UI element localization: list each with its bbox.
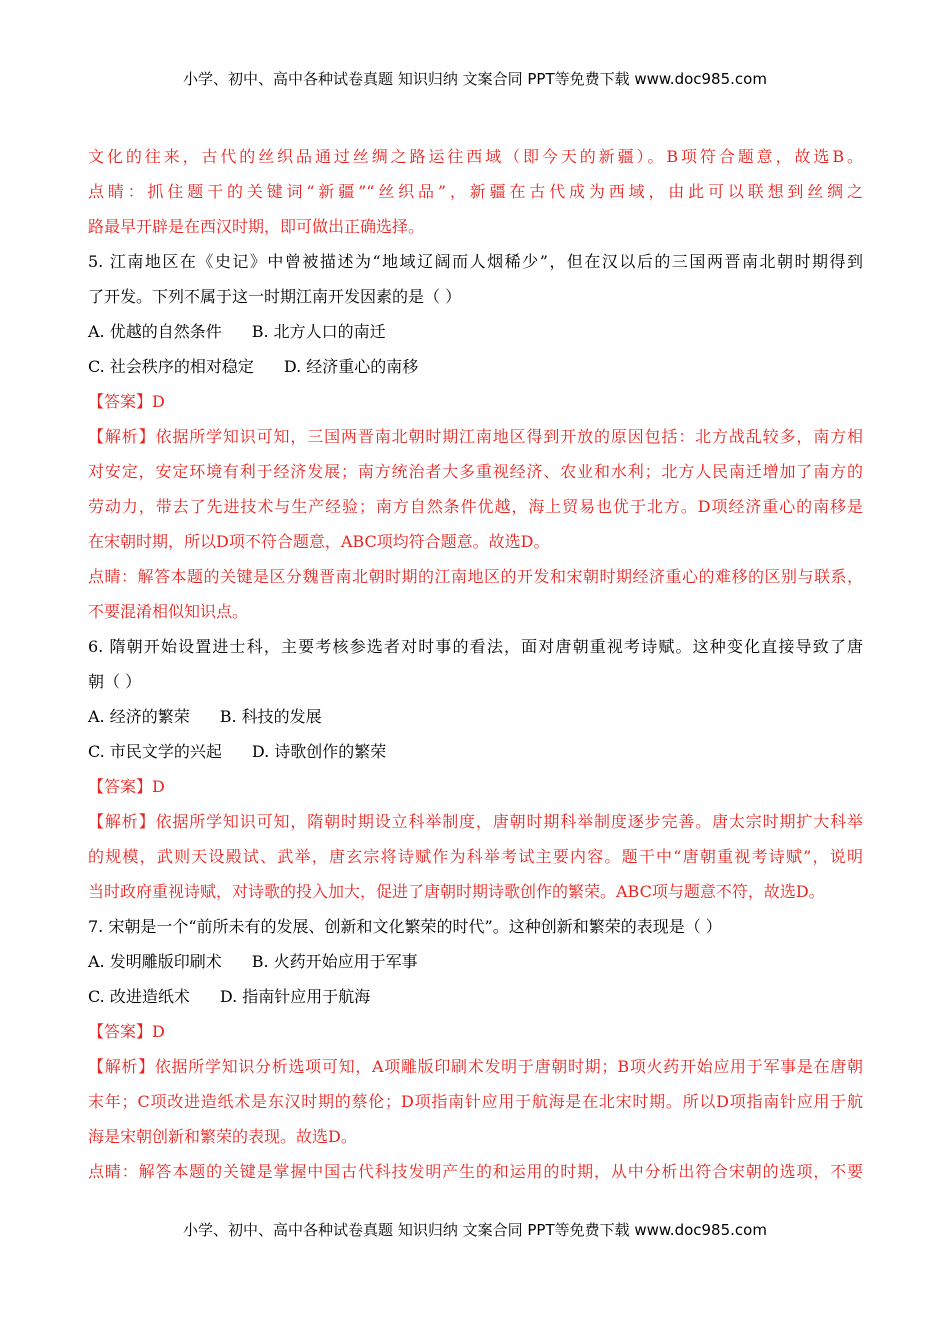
q7-option-c: C. 改进造纸术: [88, 987, 190, 1006]
q6-stem-line-1: 6. 隋朝开始设置进士科，主要考核参选者对时事的看法，面对唐朝重视考诗赋。这种变化直接导致了唐: [88, 637, 863, 656]
q5-answer-value: D: [152, 392, 165, 411]
q7-analysis-line-3: 海是宋朝创新和繁荣的表现。故选D。: [88, 1127, 357, 1146]
q5-stem-line-1: 5. 江南地区在《史记》中曾被描述为“地域辽阔而人烟稀少”，但在汉以后的三国两晋南北朝时期得到: [88, 252, 863, 271]
q7-analysis-text-1: 依据所学知识分析选项可知，A项雕版印刷术发明于唐朝时期；B项火药开始应用于军事是在唐朝: [154, 1057, 863, 1076]
q5-answer: [88, 388, 863, 423]
q7-analysis-tag: 【解析】: [88, 1057, 155, 1076]
q5-stem-line-2: 了开发。下列不属于这一时期江南开发因素的是（ ）: [88, 287, 462, 306]
document-body: [88, 143, 863, 1193]
q7-answer-value: D: [152, 1022, 165, 1041]
q7-answer: [88, 1018, 863, 1053]
q6-analysis-tag: 【解析】: [88, 812, 156, 831]
q7-stem-line-1: 7. 宋朝是一个“前所未有的发展、创新和文化繁荣的时代”。这种创新和繁荣的表现是（ ）: [88, 917, 722, 936]
q6-analysis-line-3: 当时政府重视诗赋，对诗歌的投入加大，促进了唐朝时期诗歌创作的繁荣。ABC项与题意不符，故选D。: [88, 882, 825, 901]
q7-analysis-line-2: 末年；C项改进造纸术是东汉时期的蔡伦；D项指南针应用于航海是在北宋时期。所以D项指南针应用于航: [88, 1092, 863, 1111]
q6-options-ab: [88, 703, 863, 738]
q6-option-c: C. 市民文学的兴起: [88, 742, 222, 761]
prev-dianjing-line-2: 路最早开辟是在西汉时期，即可做出正确选择。: [88, 217, 425, 236]
q7-option-b: B. 火药开始应用于军事: [251, 952, 418, 971]
q7-options-cd: [88, 983, 863, 1018]
q5-options-ab: [88, 318, 863, 353]
q6-analysis-text-1: 依据所学知识可知，隋朝时期设立科举制度，唐朝时期科举制度逐步完善。唐太宗时期扩大科举: [155, 812, 863, 831]
q5-dianjing-line-1: 点睛：解答本题的关键是区分魏晋南北朝时期的江南地区的开发和宋朝时期经济重心的难移的区别与联系，: [88, 567, 863, 586]
q7-option-a: A. 发明雕版印刷术: [88, 952, 222, 971]
q7-option-d: D. 指南针应用于航海: [219, 987, 371, 1006]
q6-option-b: B. 科技的发展: [219, 707, 322, 726]
q5-analysis-text-1: 依据所学知识可知，三国两晋南北朝时期江南地区得到开放的原因包括：北方战乱较多，南方相: [155, 427, 863, 446]
q5-option-b: B. 北方人口的南迁: [251, 322, 386, 341]
q6-stem-line-2: 朝（ ）: [88, 672, 142, 691]
q7-answer-tag: 【答案】: [88, 1022, 153, 1041]
q6-analysis-line-1: [88, 808, 863, 843]
q5-analysis-tag: 【解析】: [88, 427, 156, 446]
q7-analysis-line-1: [88, 1053, 863, 1088]
q7-dianjing-line-1: 点睛：解答本题的关键是掌握中国古代科技发明产生的和运用的时期，从中分析出符合宋朝的选项，不要: [88, 1162, 863, 1181]
q5-analysis-line-3: 劳动力，带去了先进技术与生产经验；南方自然条件优越，海上贸易也优于北方。D项经济重心的南移是: [88, 497, 863, 516]
q6-answer-value: D: [152, 777, 165, 796]
q6-answer-tag: 【答案】: [88, 777, 153, 796]
q5-analysis-line-1: [88, 423, 863, 458]
q5-analysis-line-2: 对安定，安定环境有利于经济发展；南方统治者大多重视经济、农业和水利；北方人民南迁增加了南方的: [88, 462, 863, 481]
q5-answer-tag: 【答案】: [88, 392, 153, 411]
q5-options-cd: [88, 353, 863, 388]
page-header: 小学、初中、高中各种试卷真题 知识归纳 文案合同 PPT等免费下载 www.doc985.com: [183, 70, 767, 88]
q5-dianjing-line-2: 不要混淆相似知识点。: [88, 602, 249, 621]
q6-options-cd: [88, 738, 863, 773]
q5-option-a: A. 优越的自然条件: [88, 322, 222, 341]
q5-option-d: D. 经济重心的南移: [283, 357, 419, 376]
prev-answer-tail: 文化的往来，古代的丝织品通过丝绸之路运往西域（即今天的新疆）。B项符合题意，故选B。: [88, 147, 863, 166]
prev-dianjing-line-1: 点睛：抓住题干的关键词“新疆”“丝织品”，新疆在古代成为西域，由此可以联想到丝绸之: [88, 182, 863, 201]
q7-options-ab: [88, 948, 863, 983]
q6-option-d: D. 诗歌创作的繁荣: [251, 742, 387, 761]
page-footer: 小学、初中、高中各种试卷真题 知识归纳 文案合同 PPT等免费下载 www.doc985.com: [183, 1221, 767, 1239]
q6-option-a: A. 经济的繁荣: [88, 707, 190, 726]
q5-option-c: C. 社会秩序的相对稳定: [88, 357, 254, 376]
q6-answer: [88, 773, 863, 808]
q5-analysis-line-4: 在宋朝时期，所以D项不符合题意，ABC项均符合题意。故选D。: [88, 532, 550, 551]
q6-analysis-line-2: 的规模，武则天设殿试、武举，唐玄宗将诗赋作为科举考试主要内容。题干中“唐朝重视考诗赋”，说明: [88, 847, 863, 866]
